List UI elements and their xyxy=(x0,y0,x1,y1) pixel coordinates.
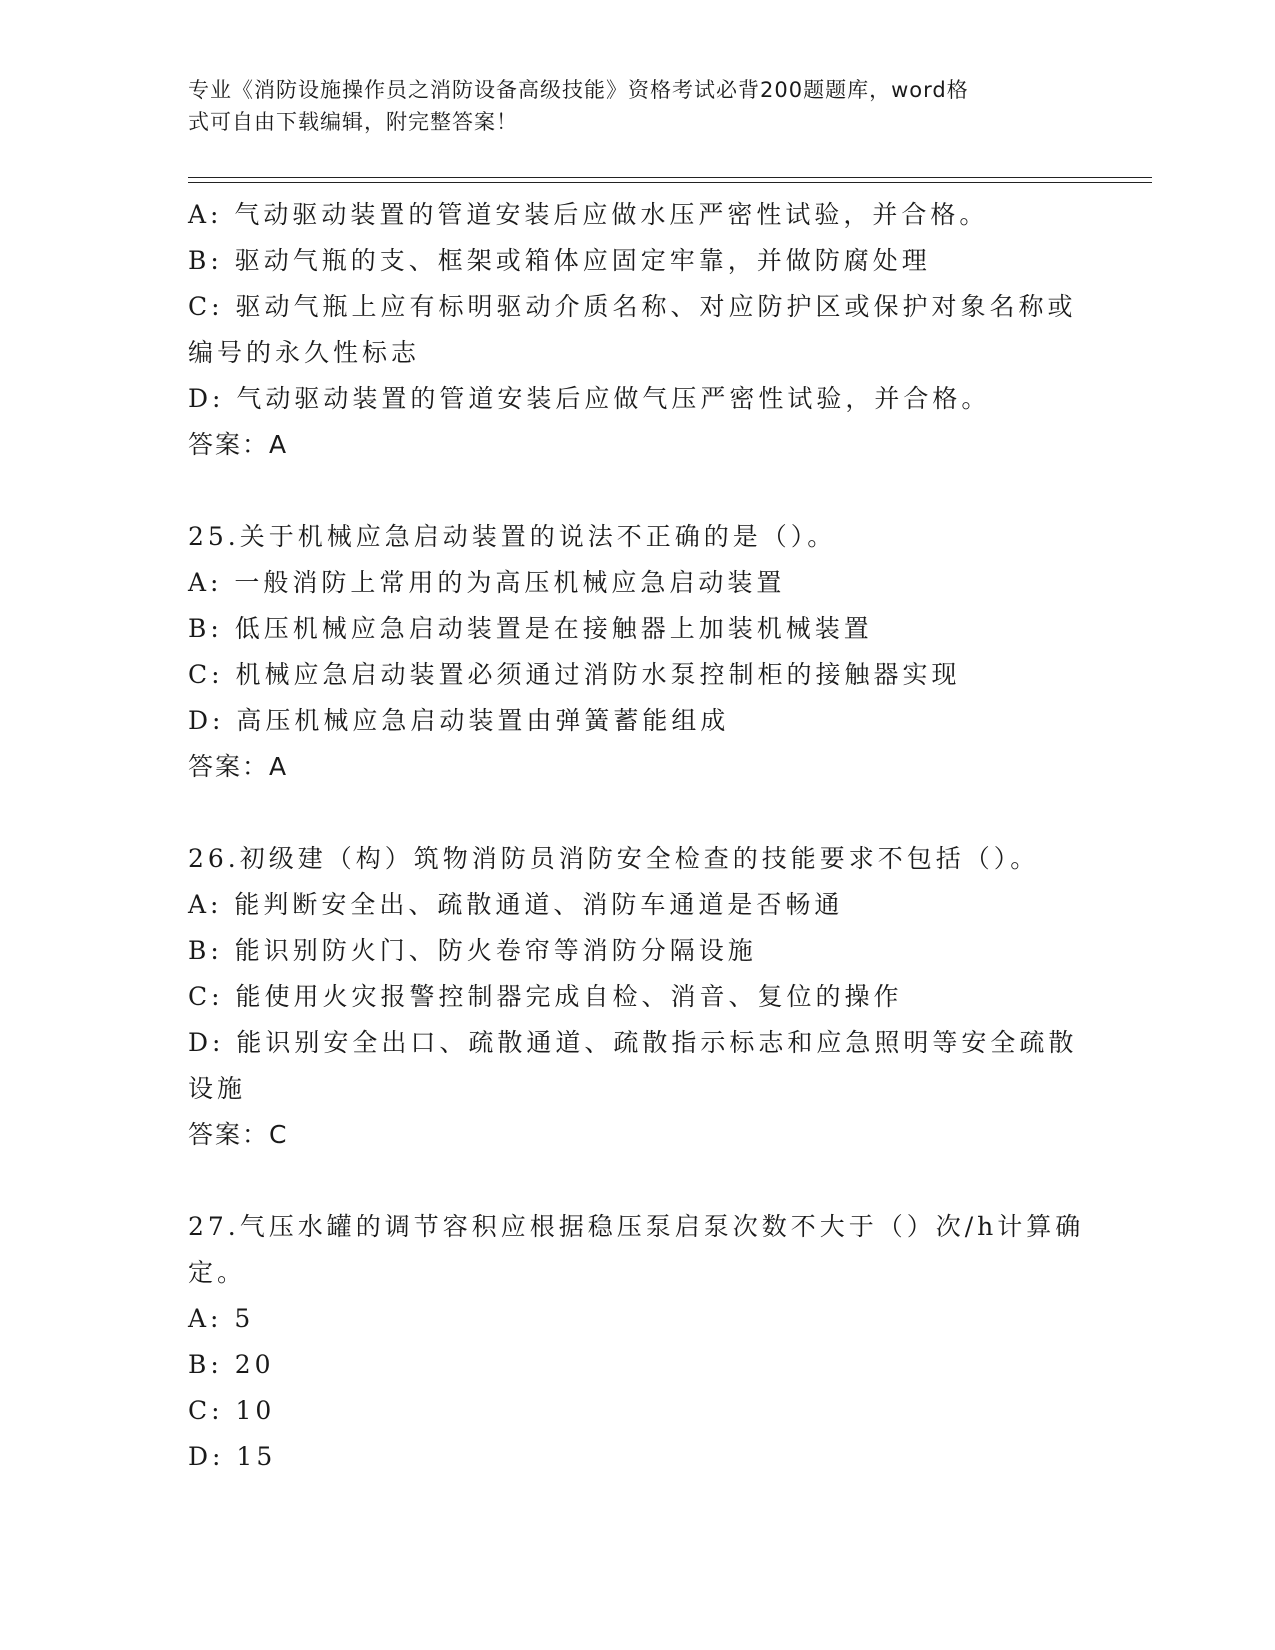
document-header xyxy=(188,74,1068,138)
option-a: A: 能判断安全出、疏散通道、消防车通道是否畅通 xyxy=(188,890,844,919)
option-c-continued: 编号的永久性标志 xyxy=(188,338,421,367)
option-c: C: 10 xyxy=(188,1396,276,1425)
spacer xyxy=(188,790,1088,836)
option-d: D: 气动驱动装置的管道安装后应做气压严密性试验，并合格。 xyxy=(188,384,991,413)
option-c: C: 机械应急启动装置必须通过消防水泵控制柜的接触器实现 xyxy=(188,660,961,689)
option-c: C: 驱动气瓶上应有标明驱动介质名称、对应防护区或保护对象名称或 xyxy=(188,292,1077,321)
option-b: B: 驱动气瓶的支、框架或箱体应固定牢靠，并做防腐处理 xyxy=(188,246,931,275)
header-line-1: 专业《消防设施操作员之消防设备高级技能》资格考试必背200题题库，word格 xyxy=(188,78,969,102)
option-a: A: 5 xyxy=(188,1304,255,1333)
option-b: B: 能识别防火门、防火卷帘等消防分隔设施 xyxy=(188,936,757,965)
spacer xyxy=(188,1158,1088,1204)
option-d-continued: 设施 xyxy=(188,1074,247,1103)
option-a: A: 一般消防上常用的为高压机械应急启动装置 xyxy=(188,568,786,597)
option-b: B: 低压机械应急启动装置是在接触器上加装机械装置 xyxy=(188,614,873,643)
header-divider-top xyxy=(188,177,1152,178)
option-d: D: 能识别安全出口、疏散通道、疏散指示标志和应急照明等安全疏散 xyxy=(188,1028,1078,1057)
question-text-continued: 定。 xyxy=(188,1258,247,1287)
question-24-tail xyxy=(188,192,1088,468)
header-line-2: 式可自由下载编辑，附完整答案！ xyxy=(188,110,518,134)
answer: 答案：C xyxy=(188,1120,289,1149)
option-a: A: 气动驱动装置的管道安装后应做水压严密性试验，并合格。 xyxy=(188,200,989,229)
question-25 xyxy=(188,514,1088,790)
answer: 答案：A xyxy=(188,752,289,781)
question-text: 26.初级建（构）筑物消防员消防安全检查的技能要求不包括（）。 xyxy=(188,844,1040,873)
spacer xyxy=(188,468,1088,514)
question-text: 25.关于机械应急启动装置的说法不正确的是（）。 xyxy=(188,522,837,551)
question-text: 27.气压水罐的调节容积应根据稳压泵启泵次数不大于（）次/h计算确 xyxy=(188,1212,1085,1241)
header-divider-bottom xyxy=(188,182,1152,183)
option-d: D: 15 xyxy=(188,1442,277,1471)
question-26 xyxy=(188,836,1088,1158)
question-list xyxy=(188,192,1088,1480)
option-d: D: 高压机械应急启动装置由弹簧蓄能组成 xyxy=(188,706,730,735)
question-27 xyxy=(188,1204,1088,1480)
option-c: C: 能使用火灾报警控制器完成自检、消音、复位的操作 xyxy=(188,982,903,1011)
answer: 答案：A xyxy=(188,430,289,459)
option-b: B: 20 xyxy=(188,1350,275,1379)
